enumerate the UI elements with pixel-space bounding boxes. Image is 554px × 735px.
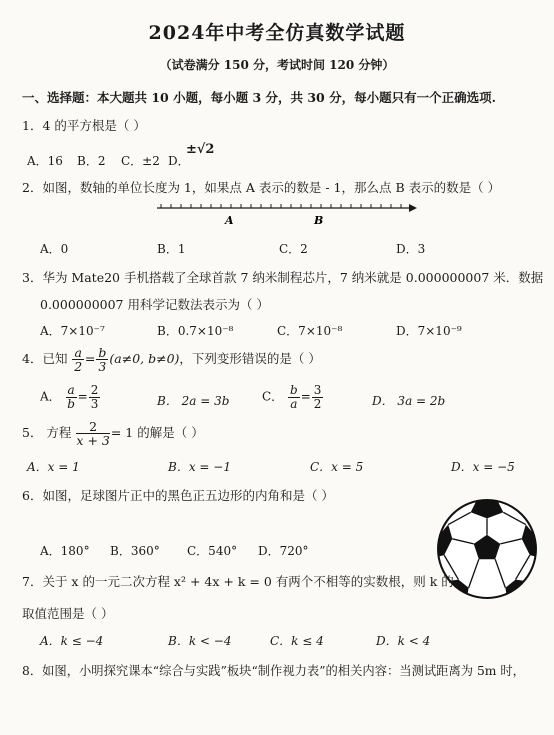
fraction-2-over-x-plus-3: $\frac{2}{x + 3}$ [76, 419, 110, 449]
question-1-option-b: B．2 [77, 154, 106, 168]
question-1-option-d: D． [168, 154, 190, 168]
fraction-3-over-2: $\frac{3}{2}$ [313, 383, 322, 411]
question-1-option-c: C．±2 [121, 154, 160, 168]
question-2-option-d: D．3 [396, 242, 426, 256]
question-4-suffix: ，下列变形错误的是（ ） [179, 351, 321, 367]
number-line-label-a: A [225, 214, 234, 227]
question-4-option-b: B． 2a = 3b [157, 394, 230, 408]
question-8-stem: 8．如图，小明探究课本“综合与实践”板块“制作视力表”的相关内容：当测试距离为 5m 时， [22, 664, 525, 678]
exam-title: 2024年中考全仿真数学试题 [148, 22, 406, 44]
question-4-option-d: D． 3a = 2b [372, 394, 446, 408]
question-5-option-a: A．x = 1 [27, 460, 80, 474]
question-3-option-c: C．7×10⁻⁸ [277, 324, 343, 338]
question-6-option-a: A．180° [40, 544, 90, 558]
fraction-b-over-a: $\frac{b}{a}$ [290, 383, 298, 411]
question-7-option-b: B．k < −4 [168, 634, 232, 648]
question-5-option-b: B．x = −1 [168, 460, 231, 474]
question-2-option-c: C．2 [279, 242, 308, 256]
question-1-option-d-value: ±√2 [186, 142, 215, 157]
question-1-stem: 1．4 的平方根是（ ） [22, 118, 146, 133]
fraction-2-over-3: $\frac{2}{3}$ [90, 383, 99, 411]
question-3-option-d: D．7×10⁻⁹ [396, 324, 462, 338]
question-5-option-d: D．x = −5 [451, 460, 515, 474]
question-3-option-a: A．7×10⁻⁷ [40, 324, 105, 338]
question-2-option-b: B．1 [157, 242, 186, 256]
question-7-option-d: D．k < 4 [376, 634, 431, 648]
question-6-option-d: D．720° [258, 544, 309, 558]
number-line-label-b: B [314, 214, 324, 227]
question-4-prefix: 4．已知 [22, 351, 68, 367]
fraction-b-over-3: $\frac{b}{3}$ [98, 345, 107, 375]
section-heading: 一、选择题：本大题共 10 小题，每小题 3 分，共 30 分，每小题只有一个正确选项. [22, 90, 496, 105]
question-4-option-a: A． $\frac{a}{b}$ = $\frac{2}{3}$ [40, 383, 99, 411]
question-3-stem-line-1: 3．华为 Mate20 手机搭载了全球首款 7 纳米制程芯片，7 纳米就是 0.000000007 米．数据 [22, 270, 544, 285]
question-6-option-c: C．540° [187, 544, 238, 558]
question-4-option-c: C． $\frac{b}{a}$ = $\frac{3}{2}$ [262, 383, 322, 411]
exam-subtitle: （试卷满分 150 分，考试时间 120 分钟） [159, 58, 395, 72]
question-5-suffix: = 1 的解是（ ） [110, 425, 204, 441]
question-5-stem [22, 420, 204, 447]
question-2-option-a: A．0 [40, 242, 69, 256]
question-3-stem-line-2: 0.000000007 用科学记数法表示为（ ） [40, 297, 269, 312]
question-5-option-c: C．x = 5 [310, 460, 364, 474]
number-line-figure [157, 200, 419, 226]
question-5-prefix: 5． 方程 [22, 425, 72, 441]
question-4-option-c-label: C． [262, 389, 284, 404]
question-4-condition: (a≠0, b≠0) [109, 351, 180, 367]
fraction-a-over-2: $\frac{a}{2}$ [74, 345, 83, 375]
question-6-option-b: B．360° [110, 544, 160, 558]
question-7-stem-line-2: 取值范围是（ ） [22, 606, 114, 621]
question-7-stem-line-1: 7．关于 x 的一元二次方程 x² + 4x + k = 0 有两个不相等的实数根，则 k 的 [22, 574, 454, 589]
question-4-stem: 4．已知 $\frac{a}{2}$ = $\frac{b}{3}$ (a≠0, b≠0)，下列变形错误的是（ ） [22, 345, 321, 375]
question-4-option-a-label: A． [40, 389, 61, 404]
question-3-option-b: B．0.7×10⁻⁸ [157, 324, 234, 338]
fraction-a-over-b: $\frac{a}{b}$ [67, 383, 75, 411]
question-2-stem: 2．如图，数轴的单位长度为 1，如果点 A 表示的数是 - 1，那么点 B 表示的数是（ ） [22, 180, 501, 195]
question-1-option-a: A．16 [27, 154, 63, 168]
question-6-stem: 6．如图，足球图片正中的黑色正五边形的内角和是（ ） [22, 488, 334, 503]
question-7-option-c: C．k ≤ 4 [270, 634, 324, 648]
question-7-option-a: A．k ≤ −4 [40, 634, 104, 648]
